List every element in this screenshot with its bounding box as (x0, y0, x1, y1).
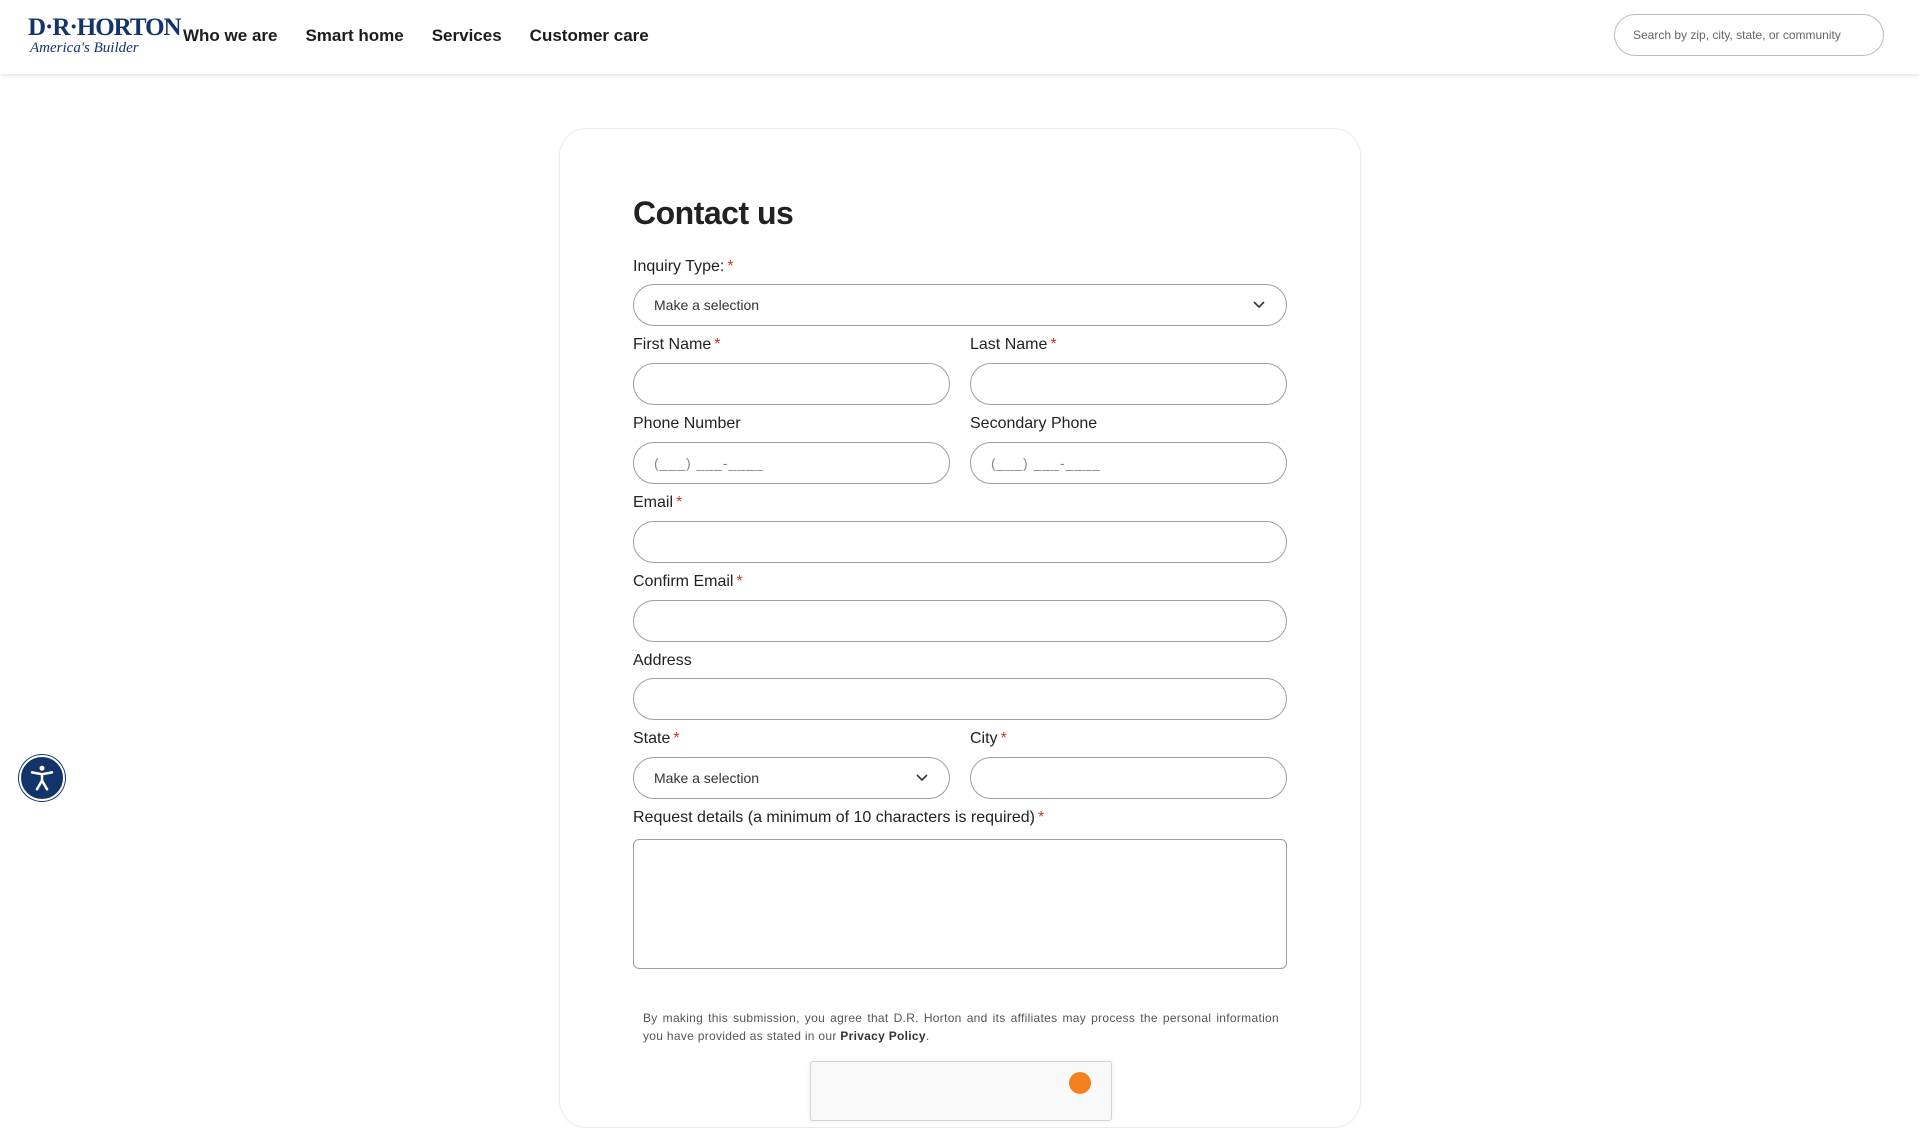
city-label (970, 730, 1007, 748)
page-title: Contact us (633, 195, 794, 231)
request-details-label-text: Request details (a minimum of 10 characters is required) (633, 809, 1035, 826)
chevron-down-icon (915, 771, 929, 785)
contact-form-card (559, 128, 1361, 1128)
last-name-label (970, 336, 1057, 354)
confirm-email-label-text: Confirm Email (633, 573, 734, 590)
first-name-label-text: First Name (633, 336, 712, 353)
chevron-down-icon (1252, 298, 1266, 312)
nav-services[interactable]: Services (431, 26, 502, 45)
accessibility-icon (27, 763, 57, 793)
secondary-phone-field[interactable] (970, 442, 1287, 484)
logo-brand: D·R·HORTON (28, 14, 181, 41)
request-details-label (633, 809, 1044, 827)
last-name-label-text: Last Name (970, 336, 1048, 353)
inquiry-type-value: Make a selection (654, 297, 760, 313)
address-label: Address (633, 652, 692, 669)
request-details-textarea[interactable] (633, 839, 1287, 969)
nav-customer-care[interactable]: Customer care (529, 26, 649, 45)
confirm-email-label (633, 573, 743, 591)
privacy-disclaimer (643, 1009, 1279, 1045)
city-label-text: City (970, 730, 998, 747)
confirm-email-field[interactable] (633, 600, 1287, 642)
email-label (633, 494, 682, 512)
required-marker: * (1050, 336, 1057, 353)
required-marker: * (1000, 730, 1007, 747)
address-field[interactable] (633, 678, 1287, 720)
accessibility-button[interactable] (19, 755, 65, 801)
required-marker: * (736, 573, 743, 590)
disclaimer-end: . (925, 1029, 930, 1043)
email-label-text: Email (633, 494, 674, 511)
required-marker: * (714, 336, 721, 353)
secondary-phone-label: Secondary Phone (970, 415, 1098, 432)
dr-horton-logo[interactable] (28, 14, 181, 60)
site-header (0, 0, 1920, 74)
email-field[interactable] (633, 521, 1287, 563)
disclaimer-text: By making this submission, you agree that D.R. Horton and its affiliates may process the personal information you have provided as stated in our (643, 1011, 1279, 1043)
state-value: Make a selection (654, 770, 760, 786)
main-nav (183, 26, 649, 46)
last-name-field[interactable] (970, 363, 1287, 405)
city-field[interactable] (970, 757, 1287, 799)
search-input[interactable] (1614, 14, 1884, 56)
required-marker: * (1037, 809, 1045, 826)
state-select[interactable] (633, 757, 950, 799)
inquiry-type-label (633, 258, 734, 276)
inquiry-type-label-text: Inquiry Type: (633, 258, 725, 275)
first-name-field[interactable] (633, 363, 950, 405)
phone-number-label: Phone Number (633, 415, 741, 432)
logo-tagline: America's Builder (30, 40, 139, 56)
required-marker: * (727, 258, 734, 275)
state-label-text: State (633, 730, 671, 747)
privacy-policy-link[interactable]: Privacy Policy (840, 1029, 926, 1043)
captcha-logo-icon (1069, 1072, 1091, 1094)
phone-number-field[interactable] (633, 442, 950, 484)
required-marker: * (673, 730, 680, 747)
captcha-widget[interactable] (810, 1061, 1112, 1121)
nav-who-we-are[interactable]: Who we are (183, 26, 278, 45)
inquiry-type-select[interactable] (633, 284, 1287, 326)
state-label (633, 730, 680, 748)
nav-smart-home[interactable]: Smart home (305, 26, 404, 45)
first-name-label (633, 336, 720, 354)
required-marker: * (676, 494, 683, 511)
